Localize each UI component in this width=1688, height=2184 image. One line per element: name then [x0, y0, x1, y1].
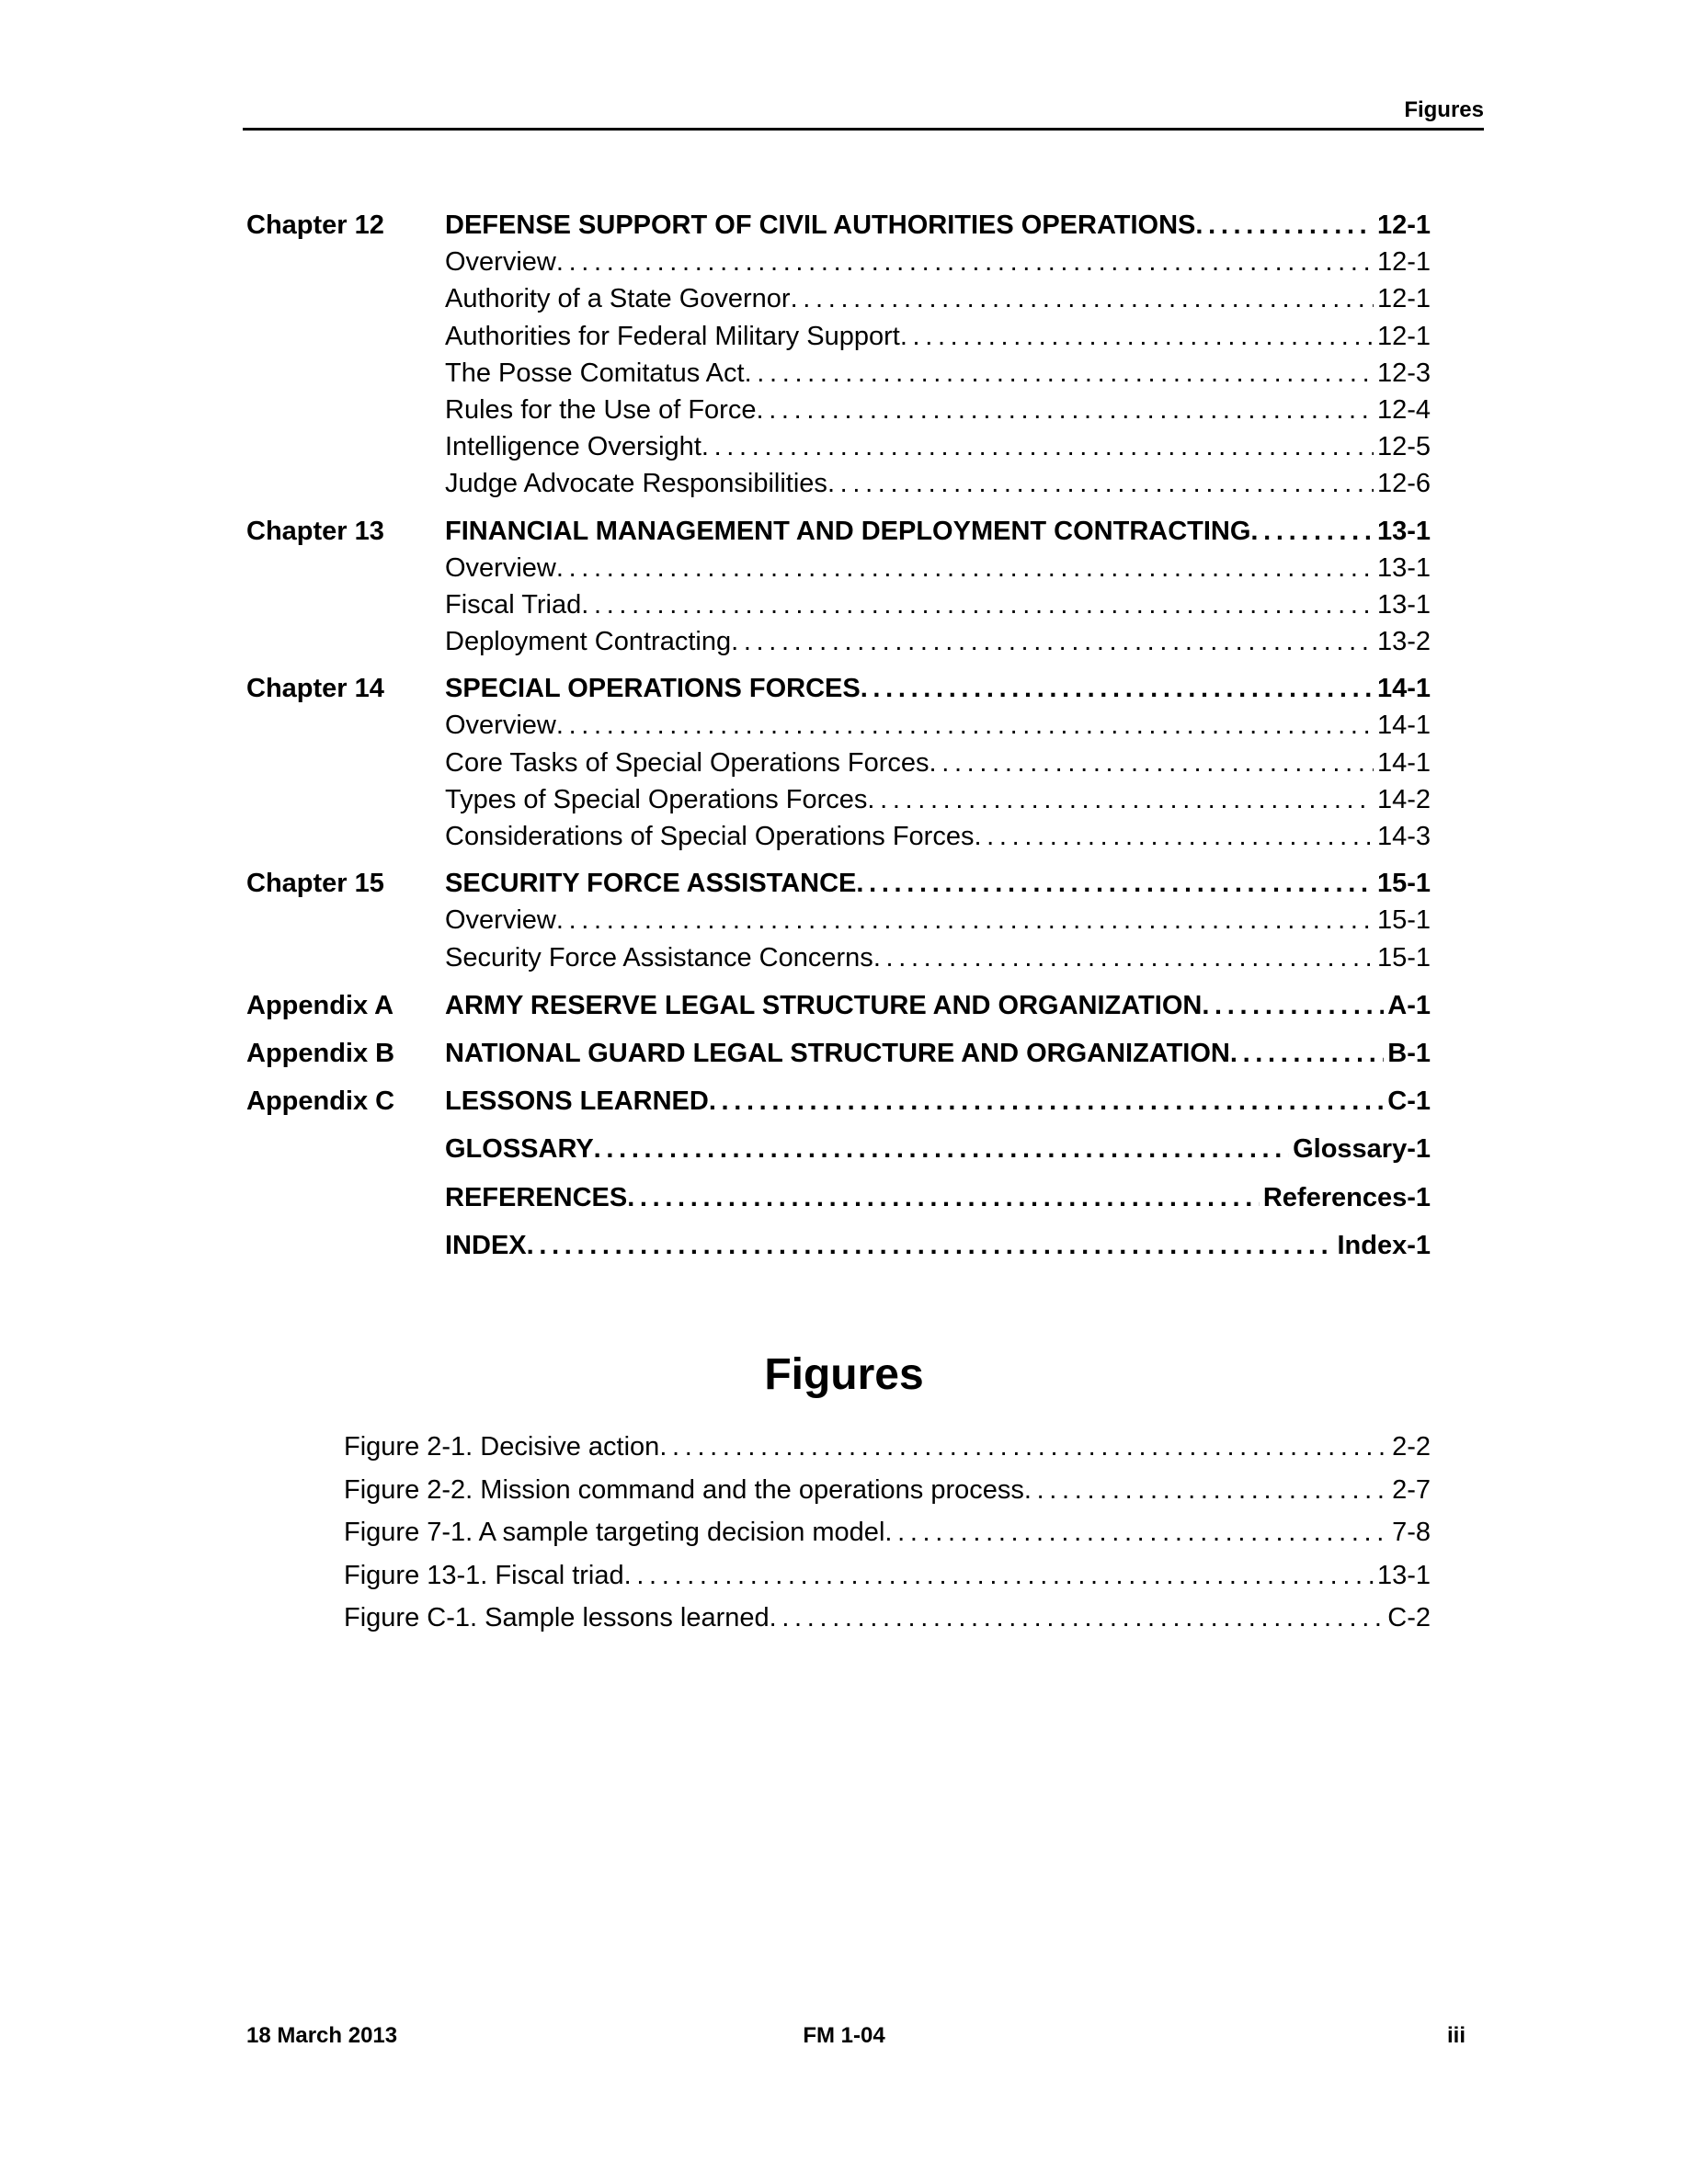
- toc-entry-title: Overview: [445, 711, 556, 741]
- toc-entry: [445, 1039, 1431, 1069]
- toc-entry-row[interactable]: [246, 748, 1431, 785]
- toc-label: Chapter 12: [246, 210, 384, 240]
- toc-page-number: 14-1: [1376, 674, 1431, 704]
- toc-entry-title: Overview: [445, 552, 556, 583]
- dot-leader: [1230, 1039, 1384, 1069]
- dot-leader: [745, 358, 1374, 389]
- toc-heading-row[interactable]: [246, 210, 1431, 247]
- toc-page-number: 12-5: [1376, 432, 1431, 462]
- toc-label: Chapter 13: [246, 516, 384, 546]
- toc-entry: [445, 748, 1431, 779]
- toc-section: [246, 517, 1431, 665]
- toc-label: Appendix C: [246, 1086, 395, 1117]
- toc-entry-row[interactable]: [246, 905, 1431, 942]
- toc-entry-title: Figure 7-1. A sample targeting decision model: [344, 1518, 885, 1547]
- toc-heading-row[interactable]: [246, 674, 1431, 711]
- toc-entry-title: Considerations of Special Operations Forces: [445, 822, 975, 851]
- header-rule: [243, 128, 1484, 131]
- toc-entry: [344, 1475, 1431, 1506]
- dot-leader: [861, 674, 1374, 704]
- toc-entry-row[interactable]: [246, 553, 1431, 590]
- toc-heading-row[interactable]: [246, 1039, 1431, 1075]
- dot-leader: [884, 1518, 1388, 1548]
- dot-leader: [624, 1561, 1374, 1591]
- dot-leader: [1024, 1475, 1388, 1506]
- toc-entry-row[interactable]: [246, 322, 1431, 358]
- toc-page-number: 12-1: [1376, 210, 1431, 240]
- dot-leader: [527, 1231, 1334, 1261]
- toc-entry-row[interactable]: [246, 711, 1431, 747]
- toc-entry: [344, 1603, 1431, 1633]
- toc-page-number: 13-2: [1376, 627, 1431, 657]
- figure-entry-row[interactable]: [344, 1432, 1431, 1475]
- dot-leader: [731, 627, 1374, 657]
- toc-entry-title: Judge Advocate Responsibilities: [445, 469, 827, 499]
- toc-page-number: Glossary-1: [1293, 1134, 1431, 1165]
- toc-page-number: 13-1: [1376, 589, 1431, 620]
- toc-entry-row[interactable]: [246, 432, 1431, 469]
- toc-entry: [445, 943, 1431, 973]
- toc-page-number: 14-2: [1376, 784, 1431, 814]
- toc-heading-title: LESSONS LEARNED: [445, 1086, 709, 1117]
- toc-section: [246, 991, 1431, 1028]
- toc-section: [246, 1086, 1431, 1123]
- toc-section: [246, 1231, 1431, 1268]
- toc-heading-row[interactable]: [246, 991, 1431, 1028]
- toc-page-number: 12-4: [1376, 394, 1431, 425]
- dot-leader: [791, 284, 1374, 314]
- toc-entry-title: Figure 2-2. Mission command and the operations process: [344, 1474, 1024, 1505]
- dot-leader: [1195, 210, 1374, 241]
- toc-entry-row[interactable]: [246, 247, 1431, 284]
- figure-entry-row[interactable]: [344, 1603, 1431, 1646]
- toc-entry: [445, 1134, 1431, 1165]
- toc-entry-row[interactable]: [246, 358, 1431, 395]
- dot-leader: [556, 905, 1374, 936]
- dot-leader: [930, 748, 1374, 779]
- toc-page-number: 14-3: [1376, 822, 1431, 851]
- dot-leader: [556, 247, 1374, 278]
- toc-page-number: 15-1: [1376, 905, 1431, 936]
- toc-heading-row[interactable]: [246, 1086, 1431, 1123]
- toc-entry-row[interactable]: [246, 822, 1431, 859]
- toc-page-number: C-2: [1387, 1603, 1431, 1632]
- toc-entry: [445, 991, 1431, 1021]
- toc-entry: [445, 517, 1431, 547]
- toc-section: [246, 1134, 1431, 1171]
- figure-entry-row[interactable]: [344, 1561, 1431, 1604]
- footer-date: 18 March 2013: [246, 2023, 398, 2048]
- toc-page-number: 2-2: [1392, 1432, 1431, 1462]
- toc-entry-row[interactable]: [246, 943, 1431, 980]
- toc-section: [246, 210, 1431, 506]
- figure-entry-row[interactable]: [344, 1518, 1431, 1561]
- toc-entry: [344, 1518, 1431, 1548]
- toc-section: [246, 674, 1431, 859]
- dot-leader: [709, 1086, 1384, 1117]
- toc-page-number: 2-7: [1392, 1474, 1431, 1505]
- toc-entry-title: Core Tasks of Special Operations Forces: [445, 747, 930, 778]
- toc-entry: [445, 822, 1431, 852]
- toc-heading-row[interactable]: [246, 1231, 1431, 1268]
- toc-page-number: 12-6: [1376, 469, 1431, 499]
- dot-leader: [1202, 991, 1384, 1021]
- toc-entry-row[interactable]: [246, 395, 1431, 432]
- toc-entry-row[interactable]: [246, 590, 1431, 627]
- toc-heading-title: REFERENCES: [445, 1182, 628, 1212]
- toc-page-number: 13-1: [1376, 1560, 1431, 1590]
- toc-page-number: 13-1: [1376, 516, 1431, 546]
- toc-entry: [445, 469, 1431, 499]
- toc-entry-title: Security Force Assistance Concerns: [445, 942, 873, 973]
- toc-entry-title: Figure 13-1. Fiscal triad: [344, 1560, 624, 1590]
- toc-heading-row[interactable]: [246, 869, 1431, 905]
- toc-heading-title: NATIONAL GUARD LEGAL STRUCTURE AND ORGANIZATION: [445, 1038, 1230, 1068]
- toc-entry-row[interactable]: [246, 785, 1431, 822]
- toc-entry: [344, 1432, 1431, 1462]
- toc-page-number: 12-1: [1376, 247, 1431, 278]
- toc-entry: [445, 432, 1431, 462]
- list-of-figures: [344, 1432, 1431, 1646]
- toc-section: [246, 869, 1431, 980]
- toc-entry: [445, 358, 1431, 389]
- toc-page-number: B-1: [1387, 1038, 1431, 1068]
- toc-heading-title: SPECIAL OPERATIONS FORCES: [445, 674, 861, 704]
- toc-entry: [445, 284, 1431, 314]
- toc-section: [246, 1183, 1431, 1220]
- toc-heading-title: FINANCIAL MANAGEMENT AND DEPLOYMENT CONTRACTING: [445, 516, 1251, 546]
- dot-leader: [770, 1603, 1385, 1633]
- dot-leader: [1250, 517, 1374, 547]
- toc-entry: [445, 1231, 1431, 1261]
- toc-entry: [445, 785, 1431, 815]
- toc-entry-title: Intelligence Oversight: [445, 432, 701, 462]
- toc-entry-title: Figure 2-1. Decisive action: [344, 1432, 660, 1462]
- dot-leader: [594, 1134, 1289, 1165]
- toc-page-number: 12-1: [1376, 321, 1431, 351]
- toc-entry-title: The Posse Comitatus Act: [445, 358, 745, 388]
- toc-heading-title: GLOSSARY: [445, 1134, 594, 1165]
- table-of-contents: [246, 210, 1431, 1278]
- dot-leader: [701, 432, 1374, 462]
- toc-page-number: 15-1: [1376, 869, 1431, 899]
- dot-leader: [627, 1183, 1260, 1213]
- toc-label: Appendix A: [246, 990, 394, 1020]
- toc-entry-title: Overview: [445, 247, 556, 278]
- toc-page-number: 7-8: [1392, 1518, 1431, 1547]
- figures-section-title: Figures: [764, 1350, 924, 1399]
- figure-entry-row[interactable]: [344, 1475, 1431, 1519]
- toc-entry: [445, 553, 1431, 584]
- toc-entry: [445, 674, 1431, 704]
- dot-leader: [827, 469, 1374, 499]
- toc-page-number: References-1: [1262, 1182, 1431, 1212]
- toc-heading-title: INDEX: [445, 1230, 527, 1260]
- toc-entry: [445, 1183, 1431, 1213]
- toc-entry: [445, 905, 1431, 936]
- toc-entry: [445, 711, 1431, 741]
- toc-entry-title: Fiscal Triad: [445, 589, 582, 620]
- toc-entry-title: Types of Special Operations Forces: [445, 784, 868, 814]
- toc-page-number: 15-1: [1376, 942, 1431, 973]
- toc-heading-row[interactable]: [246, 1134, 1431, 1171]
- toc-heading-title: SECURITY FORCE ASSISTANCE: [445, 869, 857, 899]
- toc-page-number: 14-1: [1376, 711, 1431, 741]
- toc-entry: [445, 247, 1431, 278]
- toc-entry: [445, 395, 1431, 426]
- dot-leader: [900, 322, 1374, 352]
- dot-leader: [974, 822, 1373, 852]
- toc-entry-title: Authority of a State Governor: [445, 284, 791, 314]
- toc-heading-title: DEFENSE SUPPORT OF CIVIL AUTHORITIES OPERATIONS: [445, 210, 1196, 240]
- toc-label: Chapter 15: [246, 869, 384, 899]
- toc-label: Appendix B: [246, 1038, 395, 1068]
- dot-leader: [873, 943, 1374, 973]
- dot-leader: [856, 869, 1374, 899]
- toc-page-number: 12-1: [1376, 284, 1431, 314]
- toc-entry-title: Figure C-1. Sample lessons learned: [344, 1603, 770, 1632]
- toc-heading-row[interactable]: [246, 517, 1431, 553]
- toc-page-number: 12-3: [1376, 358, 1431, 388]
- dot-leader: [556, 711, 1374, 741]
- toc-entry-row[interactable]: [246, 627, 1431, 664]
- toc-entry-row[interactable]: [246, 284, 1431, 321]
- running-header: Figures: [1404, 97, 1484, 122]
- toc-heading-row[interactable]: [246, 1183, 1431, 1220]
- toc-page-number: 13-1: [1376, 552, 1431, 583]
- toc-entry: [445, 627, 1431, 657]
- toc-entry: [445, 210, 1431, 241]
- toc-page-number: C-1: [1387, 1086, 1431, 1117]
- toc-entry: [445, 590, 1431, 620]
- toc-entry-row[interactable]: [246, 469, 1431, 506]
- toc-page-number: Index-1: [1337, 1230, 1431, 1260]
- toc-entry-title: Overview: [445, 905, 556, 936]
- footer-page-number: iii: [1446, 2023, 1466, 2048]
- dot-leader: [659, 1432, 1388, 1462]
- footer-document-number: FM 1-04: [803, 2023, 885, 2048]
- toc-entry: [445, 1086, 1431, 1117]
- toc-entry-title: Authorities for Federal Military Support: [445, 321, 900, 351]
- dot-leader: [867, 785, 1374, 815]
- toc-entry: [445, 322, 1431, 352]
- toc-heading-title: ARMY RESERVE LEGAL STRUCTURE AND ORGANIZATION: [445, 990, 1203, 1020]
- dot-leader: [556, 553, 1374, 584]
- toc-page-number: 14-1: [1376, 747, 1431, 778]
- toc-entry: [344, 1561, 1431, 1591]
- dot-leader: [756, 395, 1373, 426]
- dot-leader: [581, 590, 1374, 620]
- toc-section: [246, 1039, 1431, 1075]
- toc-entry-title: Rules for the Use of Force: [445, 394, 757, 425]
- toc-page-number: A-1: [1387, 990, 1431, 1020]
- toc-label: Chapter 14: [246, 674, 384, 704]
- toc-entry: [445, 869, 1431, 899]
- toc-entry-title: Deployment Contracting: [445, 627, 732, 657]
